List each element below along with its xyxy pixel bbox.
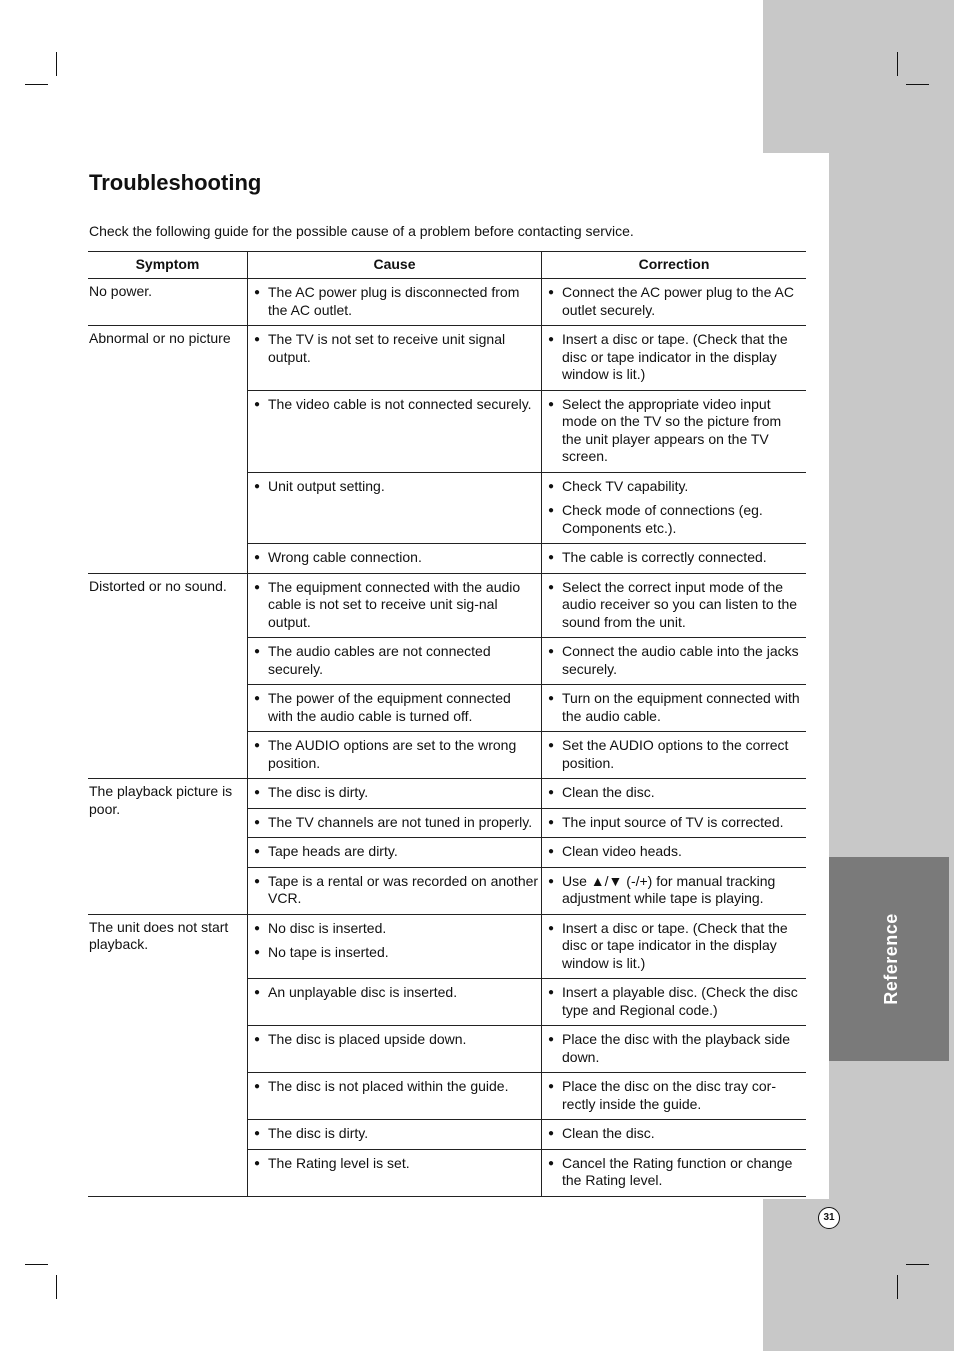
cause-item (254, 1078, 539, 1096)
cause-text: The TV is not set to receive unit signal output. (268, 331, 506, 365)
cause-cell (248, 838, 542, 868)
correction-item (548, 284, 804, 319)
correction-cell (542, 914, 807, 979)
bullet-icon: ● (548, 287, 555, 298)
cause-cell (248, 472, 542, 544)
correction-cell (542, 326, 807, 391)
page-number: 31 (818, 1207, 840, 1229)
correction-text: Place the disc on the disc tray cor-rectly inside the guide. (562, 1078, 776, 1112)
table-body (88, 279, 806, 1197)
bullet-icon: ● (548, 875, 555, 887)
correction-cell (542, 1026, 807, 1073)
cause-item (254, 873, 539, 908)
bullet-icon: ● (548, 552, 555, 563)
side-band-bottom (763, 1199, 954, 1351)
correction-cell (542, 1120, 807, 1150)
correction-cell (542, 573, 807, 638)
correction-cell (542, 808, 807, 838)
crop-mark (897, 1275, 898, 1299)
cause-text: The disc is not placed within the guide. (268, 1078, 509, 1094)
cause-text: No disc is inserted. (268, 919, 387, 936)
cause-item (254, 984, 539, 1002)
cause-item (254, 478, 539, 496)
correction-item (548, 984, 804, 1019)
cause-item (254, 331, 539, 366)
correction-text: Clean the disc. (562, 784, 655, 800)
correction-cell (542, 390, 807, 472)
crop-mark (56, 1275, 57, 1299)
correction-item (548, 690, 804, 725)
bullet-icon: ● (548, 505, 555, 516)
side-band-top (763, 0, 954, 153)
cause-text: The power of the equipment connected with the audio cable is turned off. (268, 690, 511, 724)
cause-cell (248, 326, 542, 391)
cause-item (254, 784, 539, 802)
header-correction: Correction (542, 252, 807, 279)
cause-text: The audio cables are not connected securely. (268, 643, 491, 677)
bullet-icon: ● (254, 552, 261, 563)
cause-item (254, 920, 539, 938)
symptom-cell: No power. (88, 279, 248, 326)
bullet-icon: ● (254, 875, 261, 887)
correction-text: Insert a playable disc. (Check the disc type and Regional code.) (562, 984, 798, 1018)
correction-item (548, 502, 804, 537)
correction-text: Clean the disc. (562, 1125, 655, 1141)
correction-text: Insert a disc or tape. (Check that the disc or tape indicator in the display window is lit.) (562, 919, 788, 971)
troubleshooting-table (88, 251, 806, 1197)
bullet-icon: ● (548, 398, 555, 410)
correction-item (548, 331, 804, 384)
cause-item (254, 284, 539, 319)
correction-text: Place the disc with the playback side down. (562, 1031, 791, 1065)
cause-item (254, 1155, 539, 1173)
correction-cell (542, 638, 807, 685)
bullet-icon: ● (548, 581, 555, 593)
bullet-icon: ● (548, 787, 555, 798)
bullet-icon: ● (254, 334, 261, 345)
correction-text: Select the correct input mode of the audio receiver so you can listen to the sound from the unit. (562, 578, 798, 630)
symptom-cell: Abnormal or no picture (88, 326, 248, 574)
crop-mark (906, 1264, 929, 1265)
correction-text: Clean video heads. (562, 843, 682, 859)
cause-text: No tape is inserted. (268, 944, 389, 960)
bullet-icon: ● (254, 1157, 261, 1169)
cause-text: The disc is placed upside down. (268, 1031, 467, 1047)
correction-item (548, 396, 804, 466)
bullet-icon: ● (254, 947, 261, 958)
bullet-icon: ● (548, 922, 555, 934)
correction-cell (542, 979, 807, 1026)
table-row (88, 779, 806, 809)
correction-item (548, 643, 804, 678)
cause-cell (248, 1149, 542, 1196)
cause-cell (248, 544, 542, 574)
bullet-icon: ● (548, 1081, 555, 1092)
cause-text: The video cable is not connected securely. (268, 395, 532, 412)
correction-cell (542, 732, 807, 779)
bullet-icon: ● (548, 693, 555, 704)
correction-text: Check TV capability. (562, 477, 689, 494)
correction-item (548, 1125, 804, 1143)
intro-text: Check the following guide for the possible cause of a problem before contacting service. (89, 223, 634, 239)
correction-cell (542, 685, 807, 732)
correction-text: Check mode of connections (eg. Components etc.). (562, 502, 763, 536)
cause-item (254, 814, 539, 832)
bullet-icon: ● (254, 693, 261, 704)
correction-text: Set the AUDIO options to the correct position. (562, 737, 789, 771)
table-row (88, 326, 806, 391)
cause-item (254, 1031, 539, 1049)
bullet-icon: ● (254, 646, 261, 657)
correction-item (548, 814, 804, 832)
bullet-icon: ● (548, 334, 555, 345)
cause-text: The Rating level is set. (268, 1154, 410, 1171)
correction-text: Use ▲/▼ (-/+) for manual tracking adjustment while tape is playing. (562, 872, 776, 906)
correction-item (548, 1031, 804, 1066)
correction-text: Connect the audio cable into the jacks securely. (562, 643, 799, 677)
bullet-icon: ● (254, 581, 261, 593)
cause-cell (248, 1073, 542, 1120)
correction-text: Select the appropriate video input mode on the TV so the picture from the unit player appears on the TV screen. (562, 395, 782, 464)
table-row (88, 573, 806, 638)
cause-cell (248, 779, 542, 809)
reference-tab (829, 857, 949, 1061)
bullet-icon: ● (254, 480, 261, 492)
correction-item (548, 873, 804, 908)
bullet-icon: ● (254, 1034, 261, 1045)
cause-text: The AC power plug is disconnected from the AC outlet. (268, 284, 520, 318)
cause-item (254, 549, 539, 567)
symptom-cell: The unit does not start playback. (88, 914, 248, 1196)
correction-cell (542, 472, 807, 544)
correction-cell (542, 1149, 807, 1196)
bullet-icon: ● (548, 987, 555, 998)
bullet-icon: ● (254, 846, 261, 857)
correction-item (548, 478, 804, 496)
cause-cell (248, 390, 542, 472)
cause-cell (248, 732, 542, 779)
cause-text: The disc is dirty. (268, 1125, 369, 1141)
cause-text: Tape is a rental or was recorded on another VCR. (268, 872, 539, 906)
header-cause: Cause (248, 252, 542, 279)
bullet-icon: ● (548, 1034, 555, 1045)
correction-text: Connect the AC power plug to the AC outlet securely. (562, 284, 794, 318)
page-title: Troubleshooting (89, 170, 262, 195)
bullet-icon: ● (254, 816, 261, 828)
correction-item (548, 843, 804, 861)
correction-text: The input source of TV is corrected. (562, 813, 784, 830)
reference-tab-label: Reference (881, 913, 901, 1005)
cause-cell (248, 808, 542, 838)
cause-item (254, 1125, 539, 1143)
bullet-icon: ● (548, 646, 555, 657)
cause-cell (248, 573, 542, 638)
bullet-icon: ● (254, 1081, 261, 1092)
table-header-row (88, 252, 806, 279)
cause-text: The equipment connected with the audio cable is not set to receive unit sig-nal output. (268, 578, 521, 630)
bullet-icon: ● (548, 1157, 555, 1169)
correction-text: Turn on the equipment connected with the audio cable. (562, 690, 800, 724)
cause-cell (248, 914, 542, 979)
correction-item (548, 1078, 804, 1113)
cause-text: Wrong cable connection. (268, 549, 422, 565)
bullet-icon: ● (254, 287, 261, 298)
cause-text: An unplayable disc is inserted. (268, 984, 458, 1000)
correction-cell (542, 1073, 807, 1120)
cause-text: The TV channels are not tuned in properly. (268, 813, 533, 830)
bullet-icon: ● (548, 480, 555, 492)
correction-text: The cable is correctly connected. (562, 549, 767, 565)
bullet-icon: ● (548, 846, 555, 857)
header-symptom: Symptom (88, 252, 248, 279)
crop-mark (906, 84, 929, 85)
cause-text: Tape heads are dirty. (268, 843, 398, 859)
bullet-icon: ● (548, 816, 555, 828)
cause-item (254, 579, 539, 632)
correction-cell (542, 544, 807, 574)
table-row (88, 914, 806, 979)
correction-cell (542, 867, 807, 914)
cause-item (254, 690, 539, 725)
cause-text: The disc is dirty. (268, 784, 369, 800)
correction-item (548, 920, 804, 973)
cause-cell (248, 867, 542, 914)
bullet-icon: ● (254, 740, 261, 751)
bullet-icon: ● (254, 1128, 261, 1139)
table-row (88, 279, 806, 326)
correction-cell (542, 779, 807, 809)
crop-mark (25, 84, 48, 85)
cause-item (254, 944, 539, 962)
correction-cell (542, 838, 807, 868)
bullet-icon: ● (254, 922, 261, 934)
bullet-icon: ● (254, 787, 261, 798)
crop-mark (897, 52, 898, 76)
cause-item (254, 643, 539, 678)
cause-cell (248, 638, 542, 685)
cause-item (254, 737, 539, 772)
cause-text: Unit output setting. (268, 477, 385, 494)
cause-item (254, 396, 539, 414)
correction-cell (542, 279, 807, 326)
correction-item (548, 784, 804, 802)
correction-item (548, 737, 804, 772)
cause-cell (248, 1120, 542, 1150)
cause-cell (248, 279, 542, 326)
cause-cell (248, 979, 542, 1026)
correction-text: Insert a disc or tape. (Check that the disc or tape indicator in the display window is lit.) (562, 331, 788, 382)
cause-item (254, 843, 539, 861)
bullet-icon: ● (254, 987, 261, 998)
crop-mark (56, 52, 57, 76)
bullet-icon: ● (254, 398, 261, 410)
correction-text: Cancel the Rating function or change the Rating level. (562, 1154, 793, 1188)
correction-item (548, 1155, 804, 1190)
correction-item (548, 549, 804, 567)
bullet-icon: ● (548, 1128, 555, 1139)
bullet-icon: ● (548, 740, 555, 751)
crop-mark (25, 1264, 48, 1265)
correction-item (548, 579, 804, 632)
symptom-cell: The playback picture is poor. (88, 779, 248, 915)
symptom-cell: Distorted or no sound. (88, 573, 248, 779)
cause-text: The AUDIO options are set to the wrong position. (268, 737, 517, 771)
cause-cell (248, 1026, 542, 1073)
cause-cell (248, 685, 542, 732)
